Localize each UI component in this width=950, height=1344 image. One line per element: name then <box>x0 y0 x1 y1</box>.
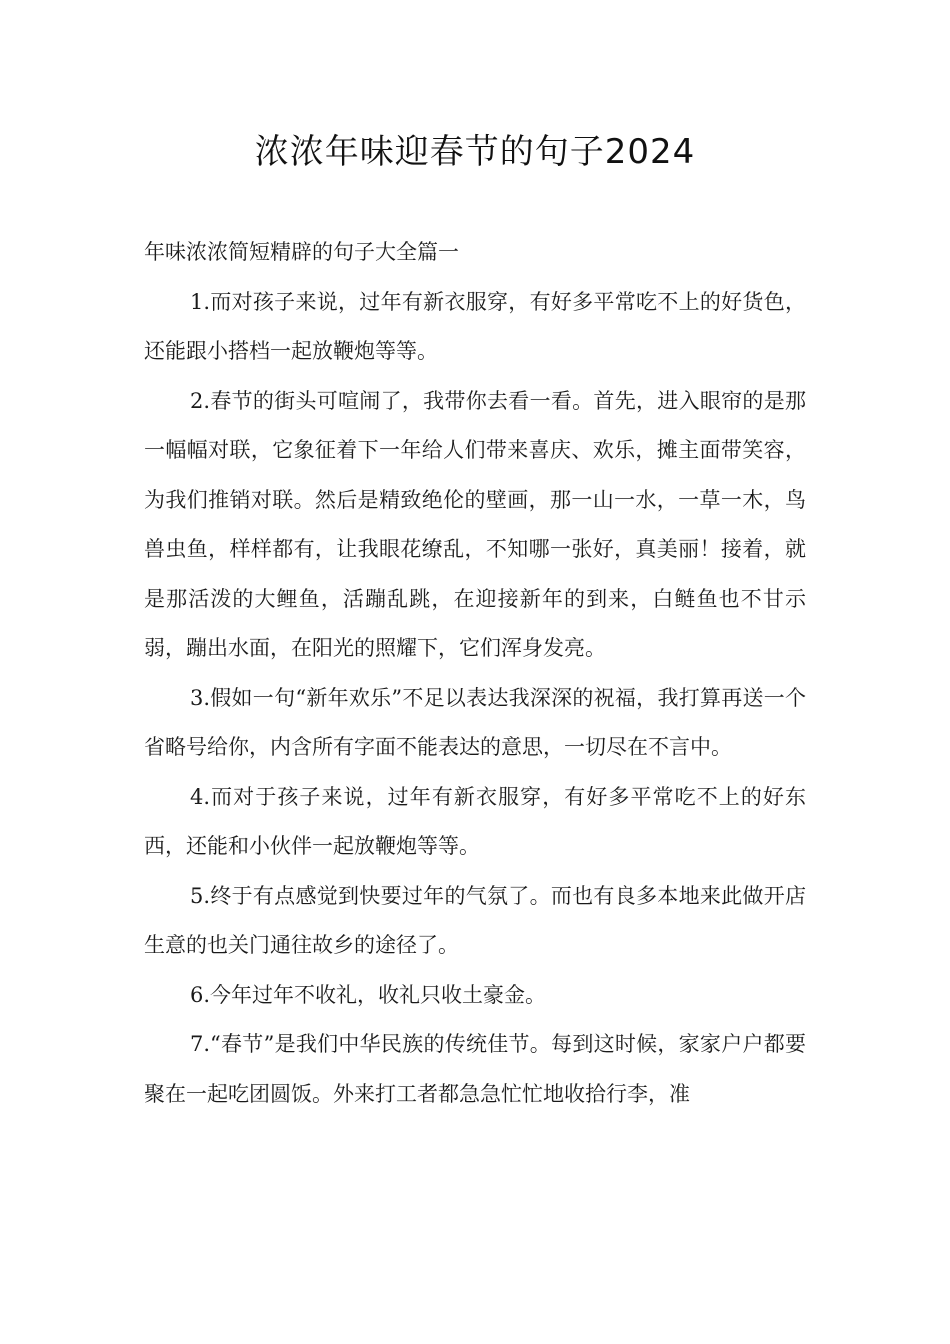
paragraph-2: 2.春节的街头可喧闹了，我带你去看一看。首先，进入眼帘的是那一幅幅对联，它象征着下一年给人们带来喜庆、欢乐，摊主面带笑容，为我们推销对联。然后是精致绝伦的壁画，那一山一水，一草一木，鸟兽虫鱼，样样都有，让我眼花缭乱，不知哪一张好，真美丽！接着，就是那活泼的大鲤鱼，活蹦乱跳，在迎接新年的到来，白鲢鱼也不甘示弱，蹦出水面，在阳光的照耀下，它们浑身发亮。 <box>144 388 806 660</box>
section-heading: 年味浓浓简短精辟的句子大全篇一 <box>144 240 459 264</box>
paragraph-3: 3.假如一句“新年欢乐”不足以表达我深深的祝福，我打算再送一个省略号给你，内含所有字面不能表达的意思，一切尽在不言中。 <box>144 685 806 759</box>
document-body <box>144 228 806 1119</box>
document-title: 浓浓年味迎春节的句子2024 <box>254 132 696 172</box>
paragraph-7: 7.“春节”是我们中华民族的传统佳节。每到这时候，家家户户都要聚在一起吃团圆饭。外来打工者都急急忙忙地收拾行李，准 <box>144 1032 806 1106</box>
paragraph-6: 6.今年过年不收礼，收礼只收土豪金。 <box>190 982 547 1007</box>
paragraph-4: 4.而对于孩子来说，过年有新衣服穿，有好多平常吃不上的好东西，还能和小伙伴一起放鞭炮等等。 <box>144 784 806 858</box>
paragraph-5: 5.终于有点感觉到快要过年的气氛了。而也有良多本地来此做开店生意的也关门通往故乡的途径了。 <box>144 883 806 957</box>
paragraph-1: 1.而对孩子来说，过年有新衣服穿，有好多平常吃不上的好货色，还能跟小搭档一起放鞭炮等等。 <box>144 289 806 363</box>
